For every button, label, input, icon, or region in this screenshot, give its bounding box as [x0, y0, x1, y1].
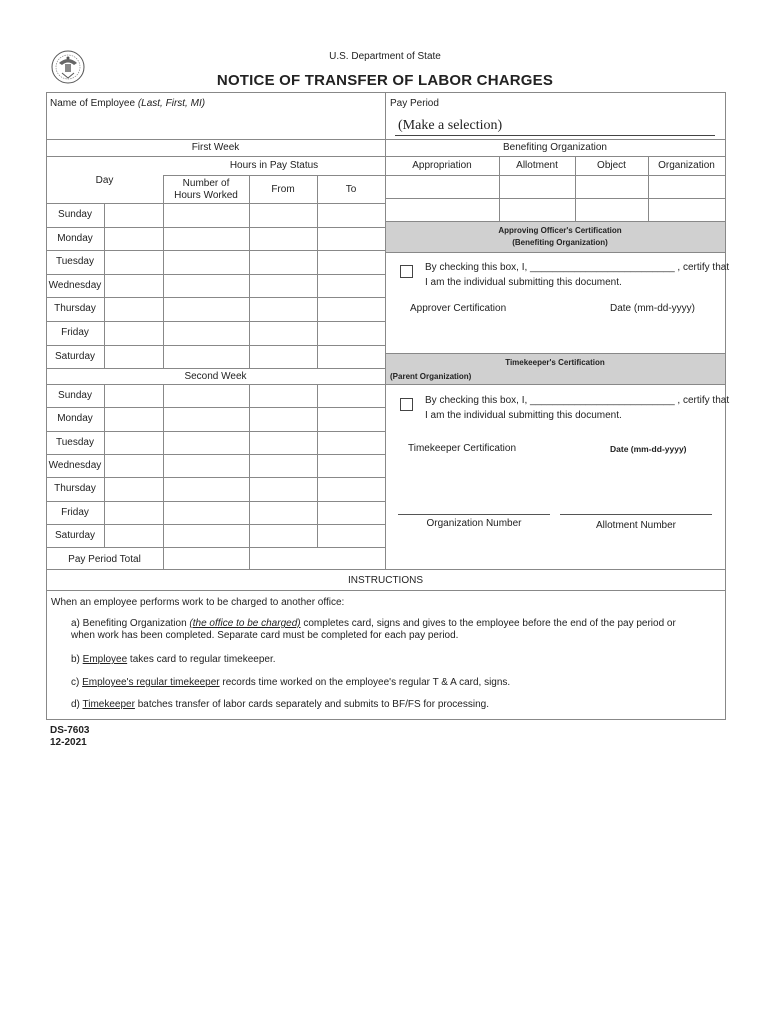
week1-day-thursday: Thursday: [54, 303, 96, 315]
form-title: NOTICE OF TRANSFER OF LABOR CHARGES: [216, 72, 554, 89]
week1-wednesday-from-input[interactable]: [250, 275, 316, 297]
week1-friday-hours-input[interactable]: [164, 322, 248, 344]
week1-tuesday-to-input[interactable]: [318, 251, 384, 273]
week2-sunday-hours-input[interactable]: [164, 385, 248, 406]
week2-day-sunday: Sunday: [58, 390, 92, 401]
approving-title: Approving Officer's Certification: [498, 226, 622, 235]
week2-wednesday-hours-input[interactable]: [164, 455, 248, 476]
approver-certify-checkbox[interactable]: [400, 265, 413, 278]
week1-monday-to-input[interactable]: [318, 228, 384, 250]
week1-day-tuesday: Tuesday: [56, 256, 94, 268]
week1-sunday-from-input[interactable]: [250, 204, 316, 226]
appropriation-input[interactable]: [386, 176, 498, 198]
week1-monday-from-input[interactable]: [250, 228, 316, 250]
week2-thursday-extra-input[interactable]: [105, 478, 162, 499]
organization-header: Organization: [658, 160, 715, 171]
pay-period-total-label: Pay Period Total: [68, 554, 141, 565]
week2-thursday-from-input[interactable]: [250, 478, 316, 499]
week1-saturday-to-input[interactable]: [318, 346, 384, 368]
employee-name-label: Name of Employee (Last, First, MI): [50, 98, 206, 109]
week1-day-wednesday: Wednesday: [48, 279, 102, 291]
pay-period-label: Pay Period: [390, 98, 439, 109]
week2-wednesday-from-input[interactable]: [250, 455, 316, 476]
organization-input[interactable]: [649, 176, 724, 198]
timekeeper-certify-text: By checking this box, I, __________________________ , certify that: [425, 395, 730, 406]
instruction-d: d) Timekeeper batches transfer of labor cards separately and submits to BF/FS for processing.: [71, 699, 489, 710]
allotment-header: Allotment: [516, 160, 558, 171]
instruction-a-line2: when work has been completed. Separate card must be completed for each pay period.: [71, 630, 459, 641]
from-header: From: [271, 184, 295, 195]
timekeeper-date-label: Date (mm-dd-yyyy): [610, 444, 687, 454]
week2-thursday-hours-input[interactable]: [164, 478, 248, 499]
form-number: DS-7603: [50, 725, 90, 736]
week2-day-thursday: Thursday: [54, 483, 96, 495]
total-from-input[interactable]: [250, 548, 316, 568]
week2-day-friday: Friday: [61, 506, 89, 518]
week1-thursday-from-input[interactable]: [250, 298, 316, 320]
week1-saturday-from-input[interactable]: [250, 346, 316, 368]
timekeeper-date-field[interactable]: [605, 458, 715, 488]
timekeeper-title: Timekeeper's Certification: [505, 358, 605, 367]
second-week-label: Second Week: [184, 371, 247, 382]
timekeeper-certify-checkbox[interactable]: [400, 398, 413, 411]
total-hours-input[interactable]: [164, 548, 248, 568]
week1-thursday-extra-input[interactable]: [105, 298, 162, 320]
week1-saturday-hours-input[interactable]: [164, 346, 248, 368]
week1-day-monday: Monday: [57, 232, 93, 244]
week2-day-tuesday: Tuesday: [56, 436, 94, 448]
week1-tuesday-extra-input[interactable]: [105, 251, 162, 273]
week2-monday-hours-input[interactable]: [164, 408, 248, 429]
benefiting-org-title: Benefiting Organization: [503, 142, 607, 153]
organization-number-label: Organization Number: [426, 518, 522, 529]
instruction-c: c) Employee's regular timekeeper records time worked on the employee's regular T & A card, signs.: [71, 677, 511, 688]
approver-certification-field[interactable]: [395, 318, 595, 348]
approver-date-field[interactable]: [605, 318, 715, 348]
week2-saturday-to-input[interactable]: [318, 525, 384, 546]
week2-tuesday-to-input[interactable]: [318, 432, 384, 453]
instructions-title: INSTRUCTIONS: [348, 575, 423, 586]
approver-date-label: Date (mm-dd-yyyy): [610, 303, 696, 314]
week1-sunday-extra-input[interactable]: [105, 204, 162, 226]
timekeeper-certify-text-2: I am the individual submitting this document.: [425, 410, 622, 421]
approver-certify-text: By checking this box, I, __________________________ , certify that: [425, 262, 730, 273]
allotment-input[interactable]: [500, 176, 574, 198]
week1-tuesday-from-input[interactable]: [250, 251, 316, 273]
week2-sunday-to-input[interactable]: [318, 385, 384, 406]
week2-day-monday: Monday: [57, 413, 93, 425]
form-revision: 12-2021: [50, 737, 87, 748]
organization-number-field[interactable]: [398, 496, 550, 514]
week2-day-wednesday: Wednesday: [48, 459, 102, 471]
week1-wednesday-extra-input[interactable]: [105, 275, 162, 297]
pay-period-select[interactable]: (Make a selection): [398, 118, 503, 133]
week2-wednesday-extra-input[interactable]: [105, 455, 162, 476]
week1-monday-hours-input[interactable]: [164, 228, 248, 250]
allotment-number-label: Allotment Number: [595, 520, 677, 531]
approver-certify-text-2: I am the individual submitting this document.: [425, 277, 622, 288]
week2-saturday-extra-input[interactable]: [105, 525, 162, 546]
instructions-intro: When an employee performs work to be charged to another office:: [51, 597, 345, 608]
approver-certification-label: Approver Certification: [410, 303, 507, 314]
week1-friday-to-input[interactable]: [318, 322, 384, 344]
day-header: Day: [95, 175, 114, 186]
timekeeper-certification-field[interactable]: [395, 458, 595, 488]
approving-subtitle: (Benefiting Organization): [512, 238, 608, 247]
week1-monday-extra-input[interactable]: [105, 228, 162, 250]
week1-sunday-to-input[interactable]: [318, 204, 384, 226]
week2-friday-hours-input[interactable]: [164, 502, 248, 523]
object-header: Object: [597, 160, 626, 171]
week1-friday-from-input[interactable]: [250, 322, 316, 344]
week2-friday-from-input[interactable]: [250, 502, 316, 523]
week2-sunday-extra-input[interactable]: [105, 385, 162, 406]
employee-name-field[interactable]: [47, 112, 384, 138]
allotment-number-field[interactable]: [560, 496, 712, 514]
week2-monday-to-input[interactable]: [318, 408, 384, 429]
hours-in-pay-status-label: Hours in Pay Status: [229, 160, 319, 171]
week1-day-friday: Friday: [61, 327, 89, 338]
week2-tuesday-extra-input[interactable]: [105, 432, 162, 453]
week2-friday-to-input[interactable]: [318, 502, 384, 523]
instruction-a: a) Benefiting Organization (the office to be charged) completes card, signs and gives to the employee before the end of the pay period or: [71, 618, 676, 629]
instruction-b: b) Employee takes card to regular timekeeper.: [71, 654, 276, 665]
week2-tuesday-from-input[interactable]: [250, 432, 316, 453]
week2-tuesday-hours-input[interactable]: [164, 432, 248, 453]
first-week-label: First Week: [191, 142, 240, 153]
week1-wednesday-to-input[interactable]: [318, 275, 384, 297]
week2-friday-extra-input[interactable]: [105, 502, 162, 523]
object-input[interactable]: [576, 176, 647, 198]
hours-worked-header: Number of Hours Worked: [174, 178, 238, 201]
week2-sunday-from-input[interactable]: [250, 385, 316, 406]
appropriation-header: Appropriation: [412, 160, 472, 171]
timekeeper-subtitle: (Parent Organization): [390, 372, 472, 381]
week1-friday-extra-input[interactable]: [105, 322, 162, 344]
week2-day-saturday: Saturday: [54, 529, 96, 541]
department-name: U.S. Department of State: [329, 51, 441, 62]
week1-day-saturday: Saturday: [54, 350, 96, 362]
to-header: To: [345, 184, 357, 195]
week1-day-sunday: Sunday: [58, 209, 92, 220]
week1-thursday-to-input[interactable]: [318, 298, 384, 320]
week1-saturday-extra-input[interactable]: [105, 346, 162, 368]
week2-thursday-to-input[interactable]: [318, 478, 384, 499]
week2-wednesday-to-input[interactable]: [318, 455, 384, 476]
week2-saturday-hours-input[interactable]: [164, 525, 248, 546]
week2-monday-from-input[interactable]: [250, 408, 316, 429]
week1-wednesday-hours-input[interactable]: [164, 275, 248, 297]
week1-thursday-hours-input[interactable]: [164, 298, 248, 320]
week2-saturday-from-input[interactable]: [250, 525, 316, 546]
week2-monday-extra-input[interactable]: [105, 408, 162, 429]
week1-tuesday-hours-input[interactable]: [164, 251, 248, 273]
timekeeper-certification-label: Timekeeper Certification: [408, 443, 517, 454]
week1-sunday-hours-input[interactable]: [164, 204, 248, 226]
